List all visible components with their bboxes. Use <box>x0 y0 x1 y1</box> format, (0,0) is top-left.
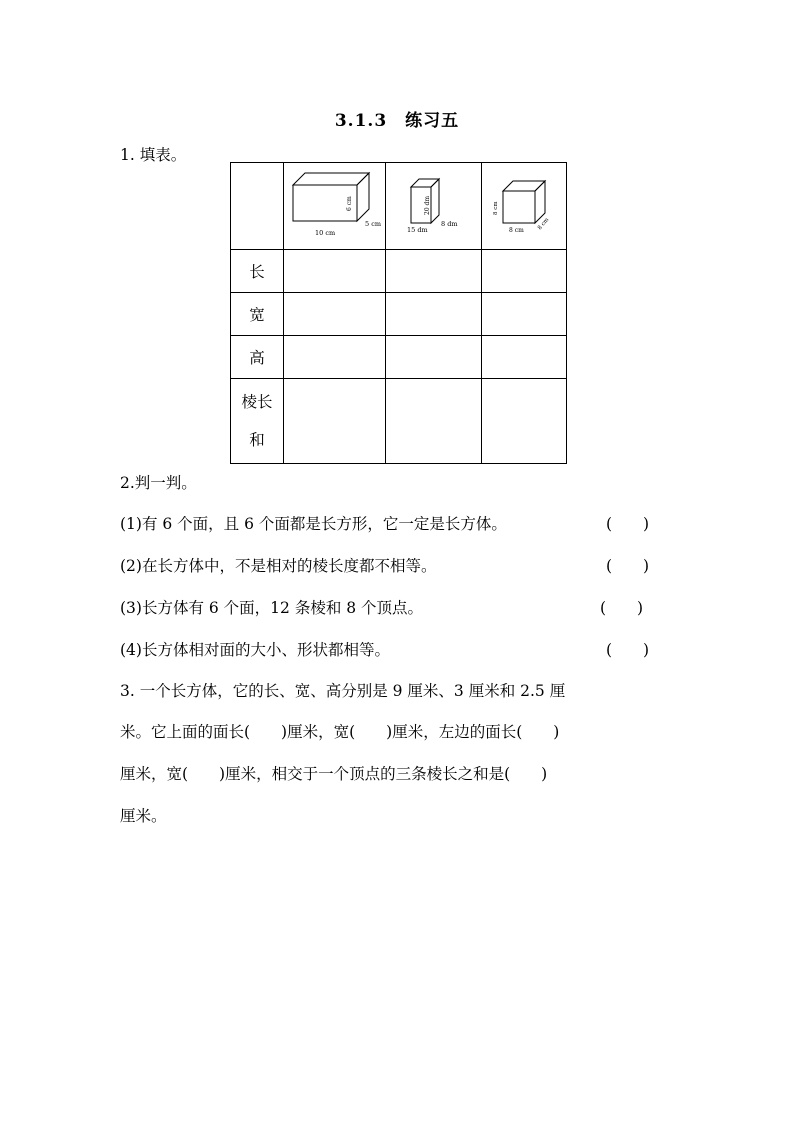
fig1-width-label: 5 cm <box>364 220 381 228</box>
fig1-height-label: 6 cm <box>345 196 353 211</box>
figure-cell-1 <box>284 163 386 250</box>
row-label-edge-sum-line2: 和 <box>249 431 265 449</box>
q2-answer-3[interactable]: ( ) <box>600 599 644 617</box>
q2-item-1: (1)有 6 个面，且 6 个面都是长方形，它一定是长方体。 <box>120 515 507 533</box>
q2-answer-4[interactable]: ( ) <box>606 641 650 659</box>
row-label-edge-sum-line1: 棱长 <box>241 393 273 411</box>
q2-item-4: (4)长方体相对面的大小、形状都相等。 <box>120 641 390 659</box>
answer-cell[interactable] <box>386 379 482 464</box>
fig3-length-label: 8 cm <box>508 227 524 234</box>
row-label-edge-sum <box>231 379 284 464</box>
q2-item-2: (2)在长方体中，不是相对的棱长度都不相等。 <box>120 557 437 575</box>
fill-table <box>230 162 567 464</box>
answer-cell[interactable] <box>482 250 567 293</box>
row-label-length: 长 <box>231 250 284 293</box>
answer-cell[interactable] <box>386 293 482 336</box>
fig2-height-label: 20 dm <box>423 195 431 215</box>
q3-line-3: 厘米，宽( )厘米，相交于一个顶点的三条棱长之和是( ) <box>120 765 548 783</box>
q2-answer-1[interactable]: ( ) <box>606 515 650 533</box>
q3-line-4: 厘米。 <box>120 807 167 825</box>
row-label-width: 宽 <box>231 293 284 336</box>
row-label-height: 高 <box>231 336 284 379</box>
answer-cell[interactable] <box>284 336 386 379</box>
cuboid-figure-1 <box>285 163 385 245</box>
q3-line-2: 米。它上面的面长( )厘米，宽( )厘米，左边的面长( ) <box>120 723 560 741</box>
q2-answer-2[interactable]: ( ) <box>606 557 650 575</box>
q1-label: 1. 填表。 <box>120 146 187 164</box>
fig3-width-label: 8 cm <box>536 217 550 232</box>
fig2-width-label: 8 dm <box>440 220 458 228</box>
answer-cell[interactable] <box>284 250 386 293</box>
q3-line-1: 3. 一个长方体，它的长、宽、高分别是 9 厘米、3 厘米和 2.5 厘 <box>120 682 566 700</box>
answer-cell[interactable] <box>482 293 567 336</box>
q2-label: 2.判一判。 <box>120 474 197 492</box>
fig3-height-label: 8 cm <box>492 201 499 215</box>
fig2-length-label: 15 dm <box>406 226 428 234</box>
figure-cell-2 <box>386 163 482 250</box>
answer-cell[interactable] <box>386 336 482 379</box>
answer-cell[interactable] <box>482 336 567 379</box>
cube-figure-3 <box>483 163 566 245</box>
q2-item-3: (3)长方体有 6 个面，12 条棱和 8 个顶点。 <box>120 599 424 617</box>
corner-cell <box>231 163 284 250</box>
figure-cell-3 <box>482 163 567 250</box>
answer-cell[interactable] <box>482 379 567 464</box>
answer-cell[interactable] <box>284 379 386 464</box>
page-title: 3.1.3 练习五 <box>334 111 460 131</box>
answer-cell[interactable] <box>386 250 482 293</box>
fig1-length-label: 10 cm <box>314 229 335 237</box>
answer-cell[interactable] <box>284 293 386 336</box>
cuboid-figure-2 <box>387 163 481 245</box>
